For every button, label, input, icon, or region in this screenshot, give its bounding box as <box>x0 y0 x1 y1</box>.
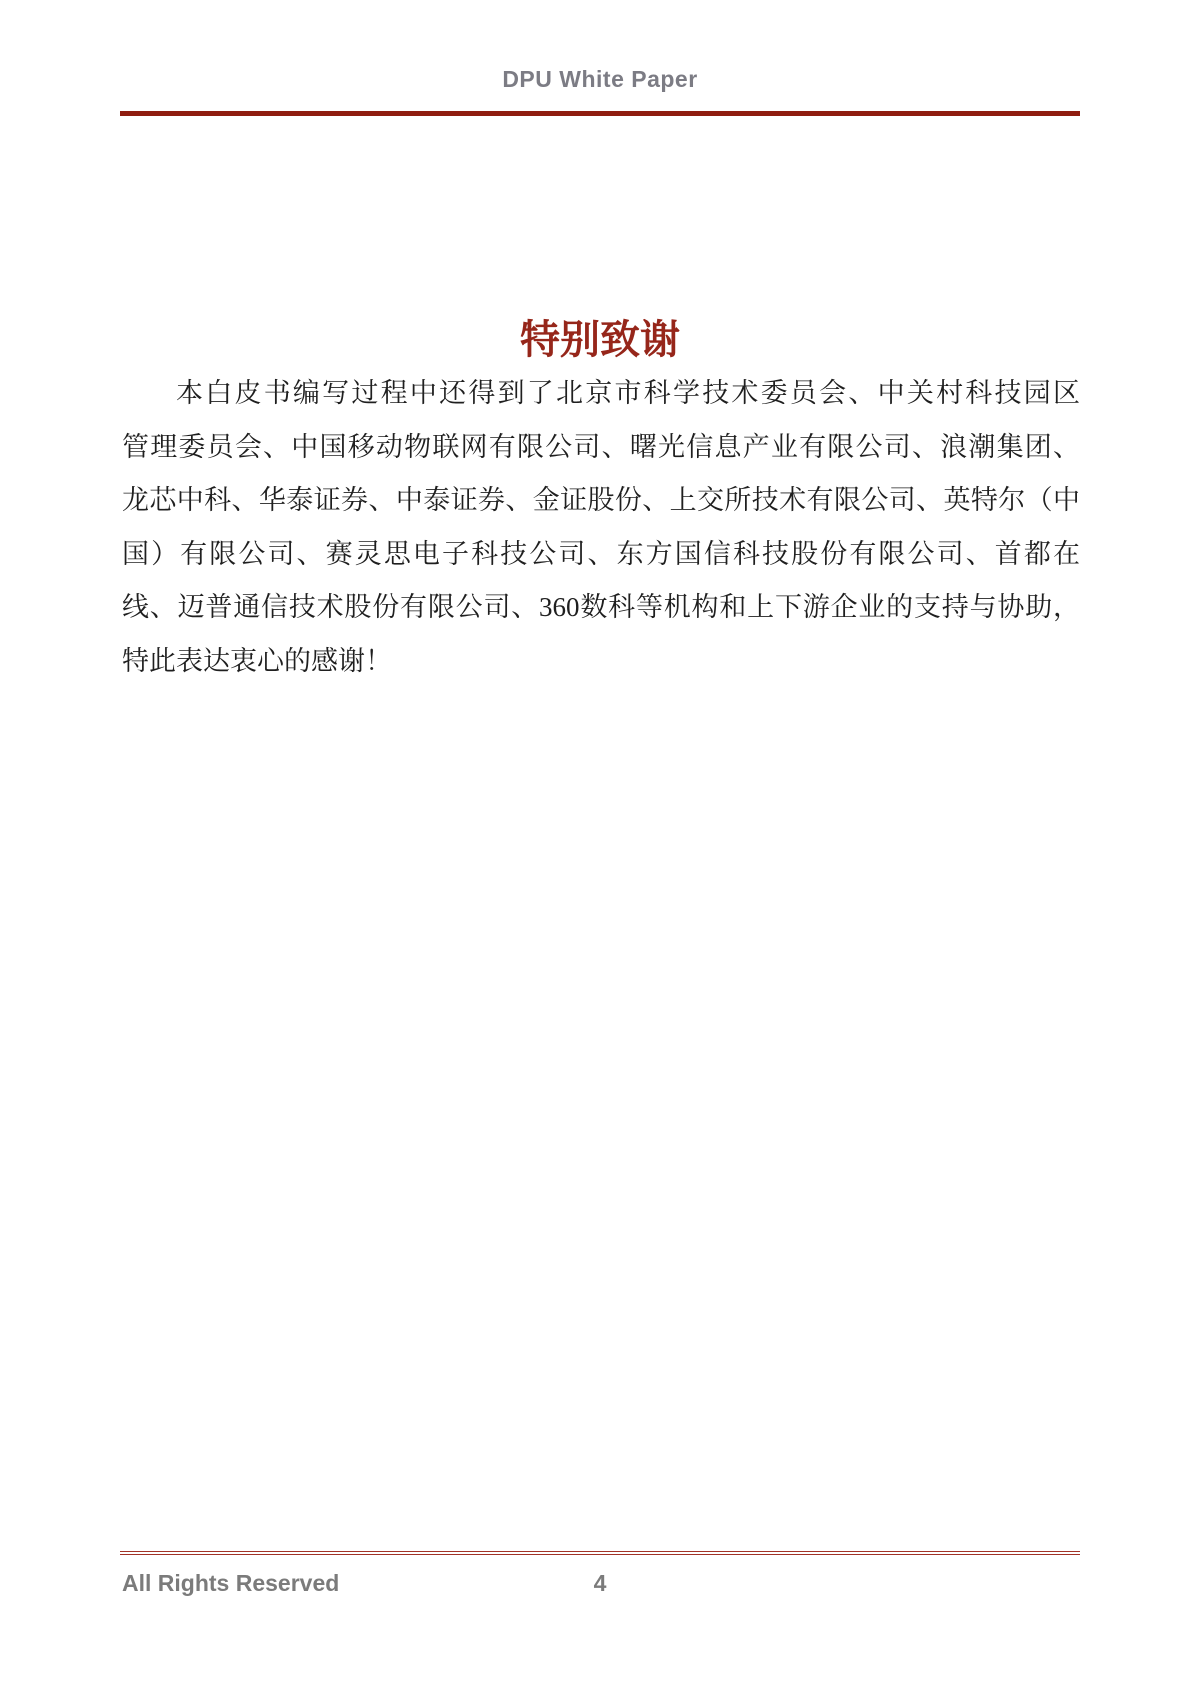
footer-page-number: 4 <box>593 1570 607 1596</box>
footer-copyright: All Rights Reserved <box>122 1570 340 1596</box>
paragraph-line: 龙芯中科、华泰证券、中泰证券、金证股份、上交所技术有限公司、英特尔（中 <box>122 485 1080 516</box>
header-rule <box>120 111 1080 116</box>
header-title: DPU White Paper <box>502 66 698 92</box>
footer-rule <box>120 1551 1080 1555</box>
paragraph-line: 线、迈普通信技术股份有限公司、360数科等机构和上下游企业的支持与协助， <box>122 592 1080 623</box>
paragraph-line: 本白皮书编写过程中还得到了北京市科学技术委员会、中关村科技园区 <box>176 378 1080 408</box>
acknowledgement-paragraph <box>122 367 1080 689</box>
page-title: 特别致谢 <box>520 317 680 362</box>
paragraph-line: 管理委员会、中国移动物联网有限公司、曙光信息产业有限公司、浪潮集团、 <box>122 431 1080 462</box>
paragraph-line: 国）有限公司、赛灵思电子科技公司、东方国信科技股份有限公司、首都在 <box>122 538 1080 569</box>
paragraph-line: 特此表达衷心的感谢！ <box>122 645 392 676</box>
